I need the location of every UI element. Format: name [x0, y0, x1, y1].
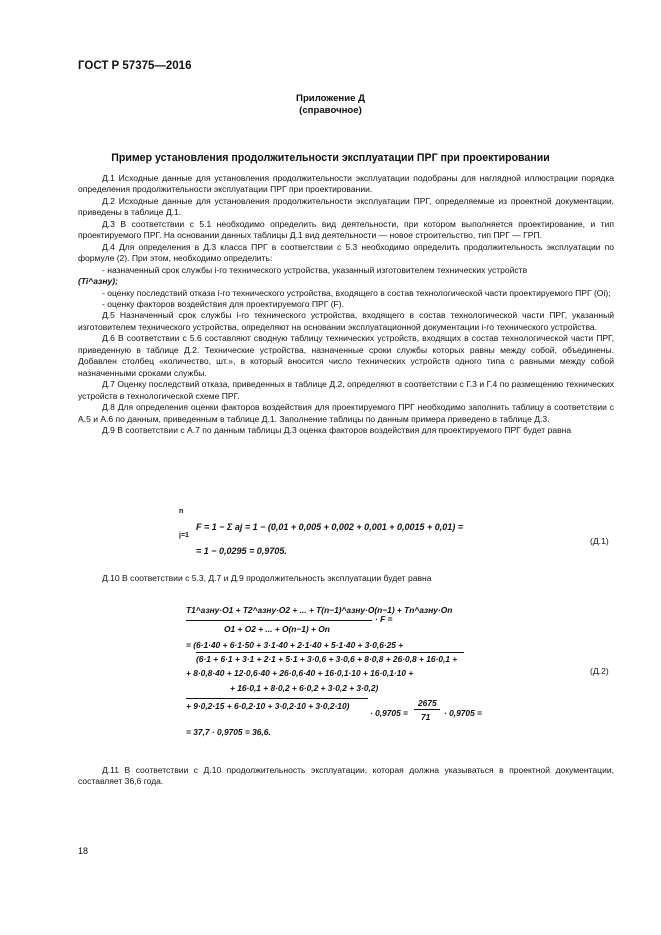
- formula-d2-line-6-tail: · 0,9705 =: [370, 708, 408, 718]
- formula-d2-numerator: T1^азну·O1 + T2^азну·O2 + ... + T(n−1)^азну·O(n−1) + Tn^азну·On: [186, 605, 453, 615]
- paragraph-d9: Д.9 В соответствии с А.7 по данным таблицы Д.3 оценка факторов воздействия для проектируемого ПРГ будет равна: [102, 424, 572, 435]
- body-text-d10: [78, 573, 614, 584]
- equation-number-d2: (Д.2): [590, 666, 609, 676]
- appendix-label: Приложение Д: [296, 93, 365, 104]
- paragraph-d11: Д.11 В соответствии с Д.10 продолжительность эксплуатации, которая должна указываться в проектной документации, составляет 36,6 года.: [78, 765, 614, 787]
- paragraph-d4-bullet-2: - оценку последствий отказа i-го технического устройства, входящего в состав технологической части проектируемого ПРГ (Oi);: [102, 287, 611, 298]
- formula-d2-line-2: = (6·1·40 + 6·1·50 + 3·1·40 + 2·1·40 + 5·1·40 + 3·0,6·25 +: [186, 640, 404, 650]
- body-text-d11: [78, 765, 614, 788]
- paragraph-d4-bullet-1: - назначенный срок службы i-го технического устройства, указанный изготовителем технических устройств: [102, 264, 528, 275]
- formula-d2-fraction-line-3: [186, 698, 368, 699]
- sum-lower-limit: j=1: [179, 532, 189, 539]
- formula-d2-line-6: + 9·0,2·15 + 6·0,2·10 + 3·0,2·10 + 3·0,2·10): [186, 701, 350, 711]
- document-header: ГОСТ Р 57375—2016: [78, 60, 192, 72]
- formula-d2-result-tail: · 0,9705 =: [444, 708, 482, 718]
- paragraph-d1: Д.1 Исходные данные для установления продолжительности эксплуатации подобраны для наглядной иллюстрации порядка определения продолжительности эксплуатации ПРГ при проектировании.: [78, 173, 614, 195]
- paragraph-d8: Д.8 Для определения оценки факторов воздействия для проектируемого ПРГ необходимо заполнить таблицу в соответствии с А.5 и А.6 по данным, приведенным в таблице Д.1. Заполнение таблицы по данным примера приведено в таблице Д.3.: [78, 402, 614, 424]
- formula-d2-fraction-line-1: [186, 620, 372, 621]
- equation-number-d1: (Д.1): [590, 536, 609, 546]
- formula-d2-result-numerator: 2675: [418, 698, 437, 708]
- appendix-title: Пример установления продолжительности эксплуатации ПРГ при проектировании: [111, 152, 550, 164]
- paragraph-d4-bullet-3: - оценку факторов воздействия для проектируемого ПРГ (F).: [102, 298, 344, 309]
- formula-d2-denominator: O1 + O2 + ... + O(n−1) + On: [224, 624, 330, 634]
- formula-d2-line-7: = 37,7 · 0,9705 = 36,6.: [186, 727, 271, 737]
- formula-d2-tail: · F =: [375, 614, 393, 624]
- paragraph-d6: Д.6 В соответствии с 5.6 составляют сводную таблицу технических устройств, входящих в состав технологической части ПРГ, приведенную в таблице Д.2. Технические устройства, назначенные сроки службы которых равны между собой, объединены. Добавлен столбец «количество, шт.», в который вносится число технических устройств одного типа с равными между собой назначенными сроками службы.: [78, 333, 614, 378]
- paragraph-d5: Д.5 Назначенный срок службы i-го технического устройства, входящего в состав технологической части ПРГ, указанный изготовителем технического устройства, определяют на основании эксплуатационной документации i-го технического устройства.: [78, 310, 614, 332]
- formula-d2-fraction-line-4: [414, 709, 440, 710]
- sum-upper-limit: n: [179, 508, 184, 515]
- formula-d2-line-4: + 8·0,8·40 + 12·0,6·40 + 26·0,6·40 + 16·0,1·10 + 16·0,1·10 +: [186, 668, 414, 678]
- formula-d2-result-denominator: 71: [421, 712, 431, 722]
- page-number: 18: [78, 846, 89, 856]
- paragraph-d7: Д.7 Оценку последствий отказа, приведенных в таблице Д.2, определяют в соответствии с Г.3 и Г.4 по размещению технических устройств в технологической схеме ПРГ.: [78, 379, 614, 401]
- appendix-note: (справочное): [299, 105, 362, 116]
- formula-d1-line-1: F = 1 − Σ aj = 1 − (0,01 + 0,005 + 0,002 + 0,001 + 0,0015 + 0,01) =: [196, 522, 464, 532]
- paragraph-d10: Д.10 В соответствии с 5.3, Д.7 и Д.9 продолжительность эксплуатации будет равна: [102, 573, 432, 583]
- body-text-upper: [78, 173, 614, 436]
- paragraph-d4: Д.4 Для определения в Д.3 класса ПРГ в соответствии с 5.3 необходимо определить продолжительность эксплуатации по формуле (2). При этом, необходимо определить:: [78, 241, 614, 264]
- formula-d1-line-2: = 1 − 0,0295 = 0,9705.: [196, 546, 287, 556]
- paragraph-d2: Д.2 Исходные данные для установления продолжительности эксплуатации ПРГ, определяемые из проектной документации, приведены в таблице Д.1.: [78, 195, 614, 218]
- formula-d2-fraction-line-2: [196, 652, 464, 653]
- formula-d2-line-3: (6·1 + 6·1 + 3·1 + 2·1 + 5·1 + 3·0,6 + 3·0,6 + 8·0,8 + 26·0,8 + 16·0,1 +: [196, 654, 458, 664]
- formula-d2-line-5: + 16·0,1 + 8·0,2 + 6·0,2 + 3·0,2 + 3·0,2): [230, 683, 379, 693]
- paragraph-d3: Д.3 В соответствии с 5.1 необходимо определить вид деятельности, при котором выполняется проектирование, и тип проектируемого ПРГ. На основании данных таблицы Д.1 вид деятельности — новое строительство, тип ПРГ — ГРП.: [78, 218, 614, 241]
- paragraph-d4-bullet-1-symbol: (Ti^азну);: [78, 276, 119, 287]
